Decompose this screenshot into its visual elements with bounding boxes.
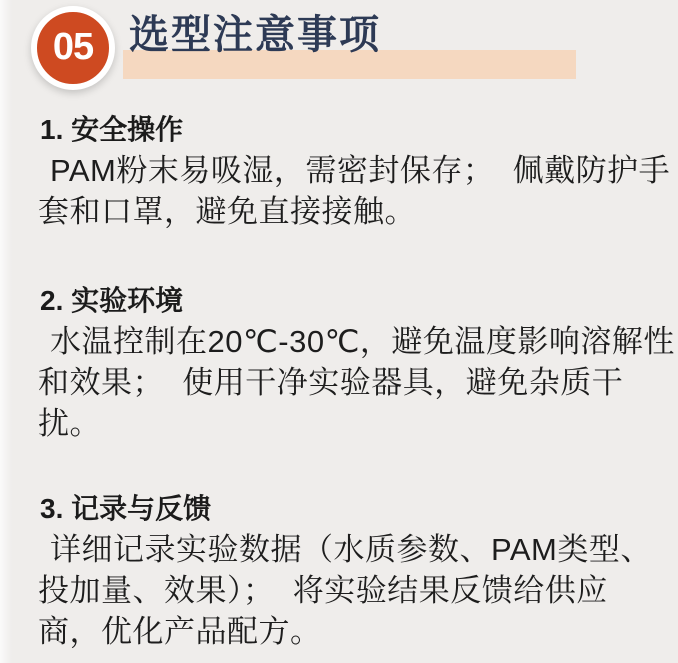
section-environment [38,281,675,444]
text-line: 套和口罩，避免直接接触。 [38,194,416,229]
section-heading: 3. 记录与反馈 [40,493,212,524]
text-line: 投加量、效果）； 将实验结果反馈给供应 [38,573,608,608]
section-record-feedback [38,489,666,652]
section-number-badge [31,6,115,90]
text-line: 商，优化产品配方。 [38,614,322,649]
section-heading: 2. 实验环境 [40,285,184,316]
section-heading: 1. 安全操作 [40,114,184,145]
text-line: 水温控制在20℃-30℃，避免温度影响溶解性 [50,324,675,359]
page-title: 选型注意事项 [129,13,381,57]
text-line: 和效果； 使用干净实验器具，避免杂质干 [38,365,624,400]
section-safety [38,110,671,232]
section-number: 05 [52,26,94,68]
text-line: 详细记录实验数据（水质参数、PAM类型、 [50,532,652,567]
text-line: PAM粉末易吸湿，需密封保存； 佩戴防护手 [50,153,671,188]
text-line: 扰。 [38,406,101,441]
